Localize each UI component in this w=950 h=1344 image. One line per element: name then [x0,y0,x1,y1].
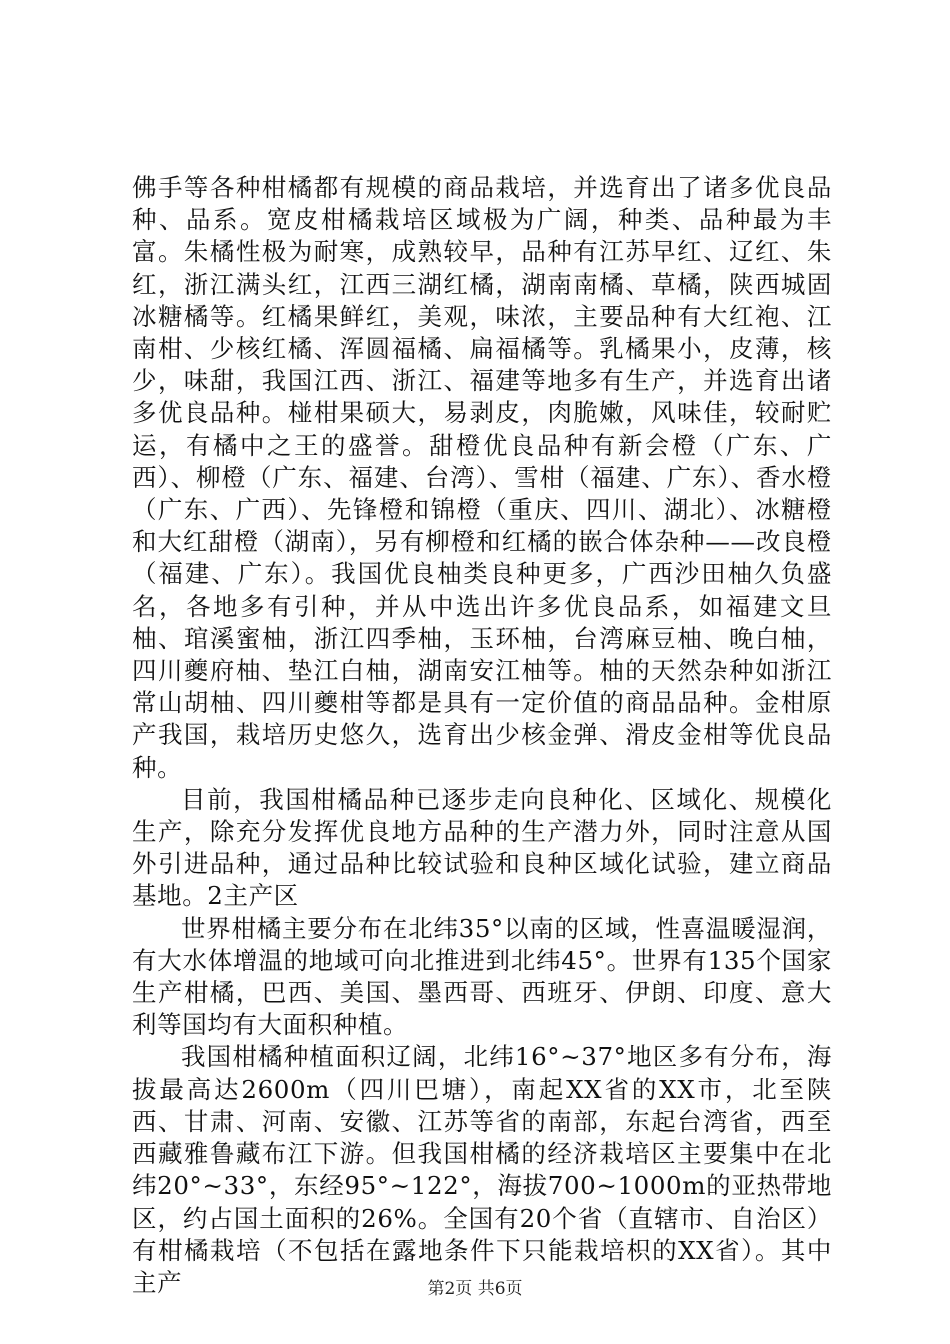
paragraph-world-distribution: 世界柑橘主要分布在北纬35°以南的区域，性喜温暖湿润，有大水体增温的地域可向北推进到北纬45°。世界有135个国家生产柑橘，巴西、美国、墨西哥、西班牙、伊朗、印度、意大利等国均有大面积种植。 [132,913,832,1040]
paragraph-varieties-trend: 目前，我国柑橘品种已逐步走向良种化、区域化、规模化生产，除充分发挥优良地方品种的生产潜力外，同时注意从国外引进品种，通过品种比较试验和良种区域化试验，建立商品基地。2主产区 [132,784,832,911]
page-footer: 第2页 共6页 [427,1279,523,1299]
paragraph-continuation: 佛手等各种柑橘都有规模的商品栽培，并选育出了诸多优良品种、品系。宽皮柑橘栽培区域极为广阔，种类、品种最为丰富。朱橘性极为耐寒，成熟较早，品种有江苏早红、辽红、朱红，浙江满头红，江西三湖红橘，湖南南橘、草橘，陕西城固冰糖橘等。红橘果鲜红，美观，味浓，主要品种有大红袍、江南柑、少核红橘、浑圆福橘、扁福橘等。乳橘果小，皮薄，核少，味甜，我国江西、浙江、福建等地多有生产，并选育出诸多优良品种。椪柑果硕大，易剥皮，肉脆嫩，风味佳，较耐贮运，有橘中之王的盛誉。甜橙优良品种有新会橙（广东、广西）、柳橙（广东、福建、台湾）、雪柑（福建、广东）、香水橙（广东、广西）、先锋橙和锦橙（重庆、四川、湖北）、冰糖橙和大红甜橙（湖南），另有柳橙和红橘的嵌合体杂种——改良橙（福建、广东）。我国优良柚类良种更多，广西沙田柚久负盛名，各地多有引种，并从中选出许多优良品系，如福建文旦柚、琯溪蜜柚，浙江四季柚，玉环柚，台湾麻豆柚、晚白柚，四川夔府柚、垫江白柚，湖南安江柚等。柚的天然杂种如浙江常山胡柚、四川夔柑等都是具有一定价值的商品品种。金柑原产我国，栽培历史悠久，选育出少核金弹、滑皮金柑等优良品种。 [132,173,832,782]
body-text [132,172,832,1299]
paragraph-china-distribution: 我国柑橘种植面积辽阔，北纬16°~37°地区多有分布，海拔最高达2600m（四川巴塘），南起XX省的XX市，北至陕西、甘肃、河南、安徽、江苏等省的南部，东起台湾省，西至西藏雅鲁藏布江下游。但我国柑橘的经济栽培区主要集中在北纬20°~33°，东经95°~122°，海拔700~1000m的亚热带地区，约占国土面积的26%。全国有20个省（直辖市、自治区）有柑橘栽培（不包括在露地条件下只能栽培枳的XX省）。其中主产 [132,1042,832,1297]
